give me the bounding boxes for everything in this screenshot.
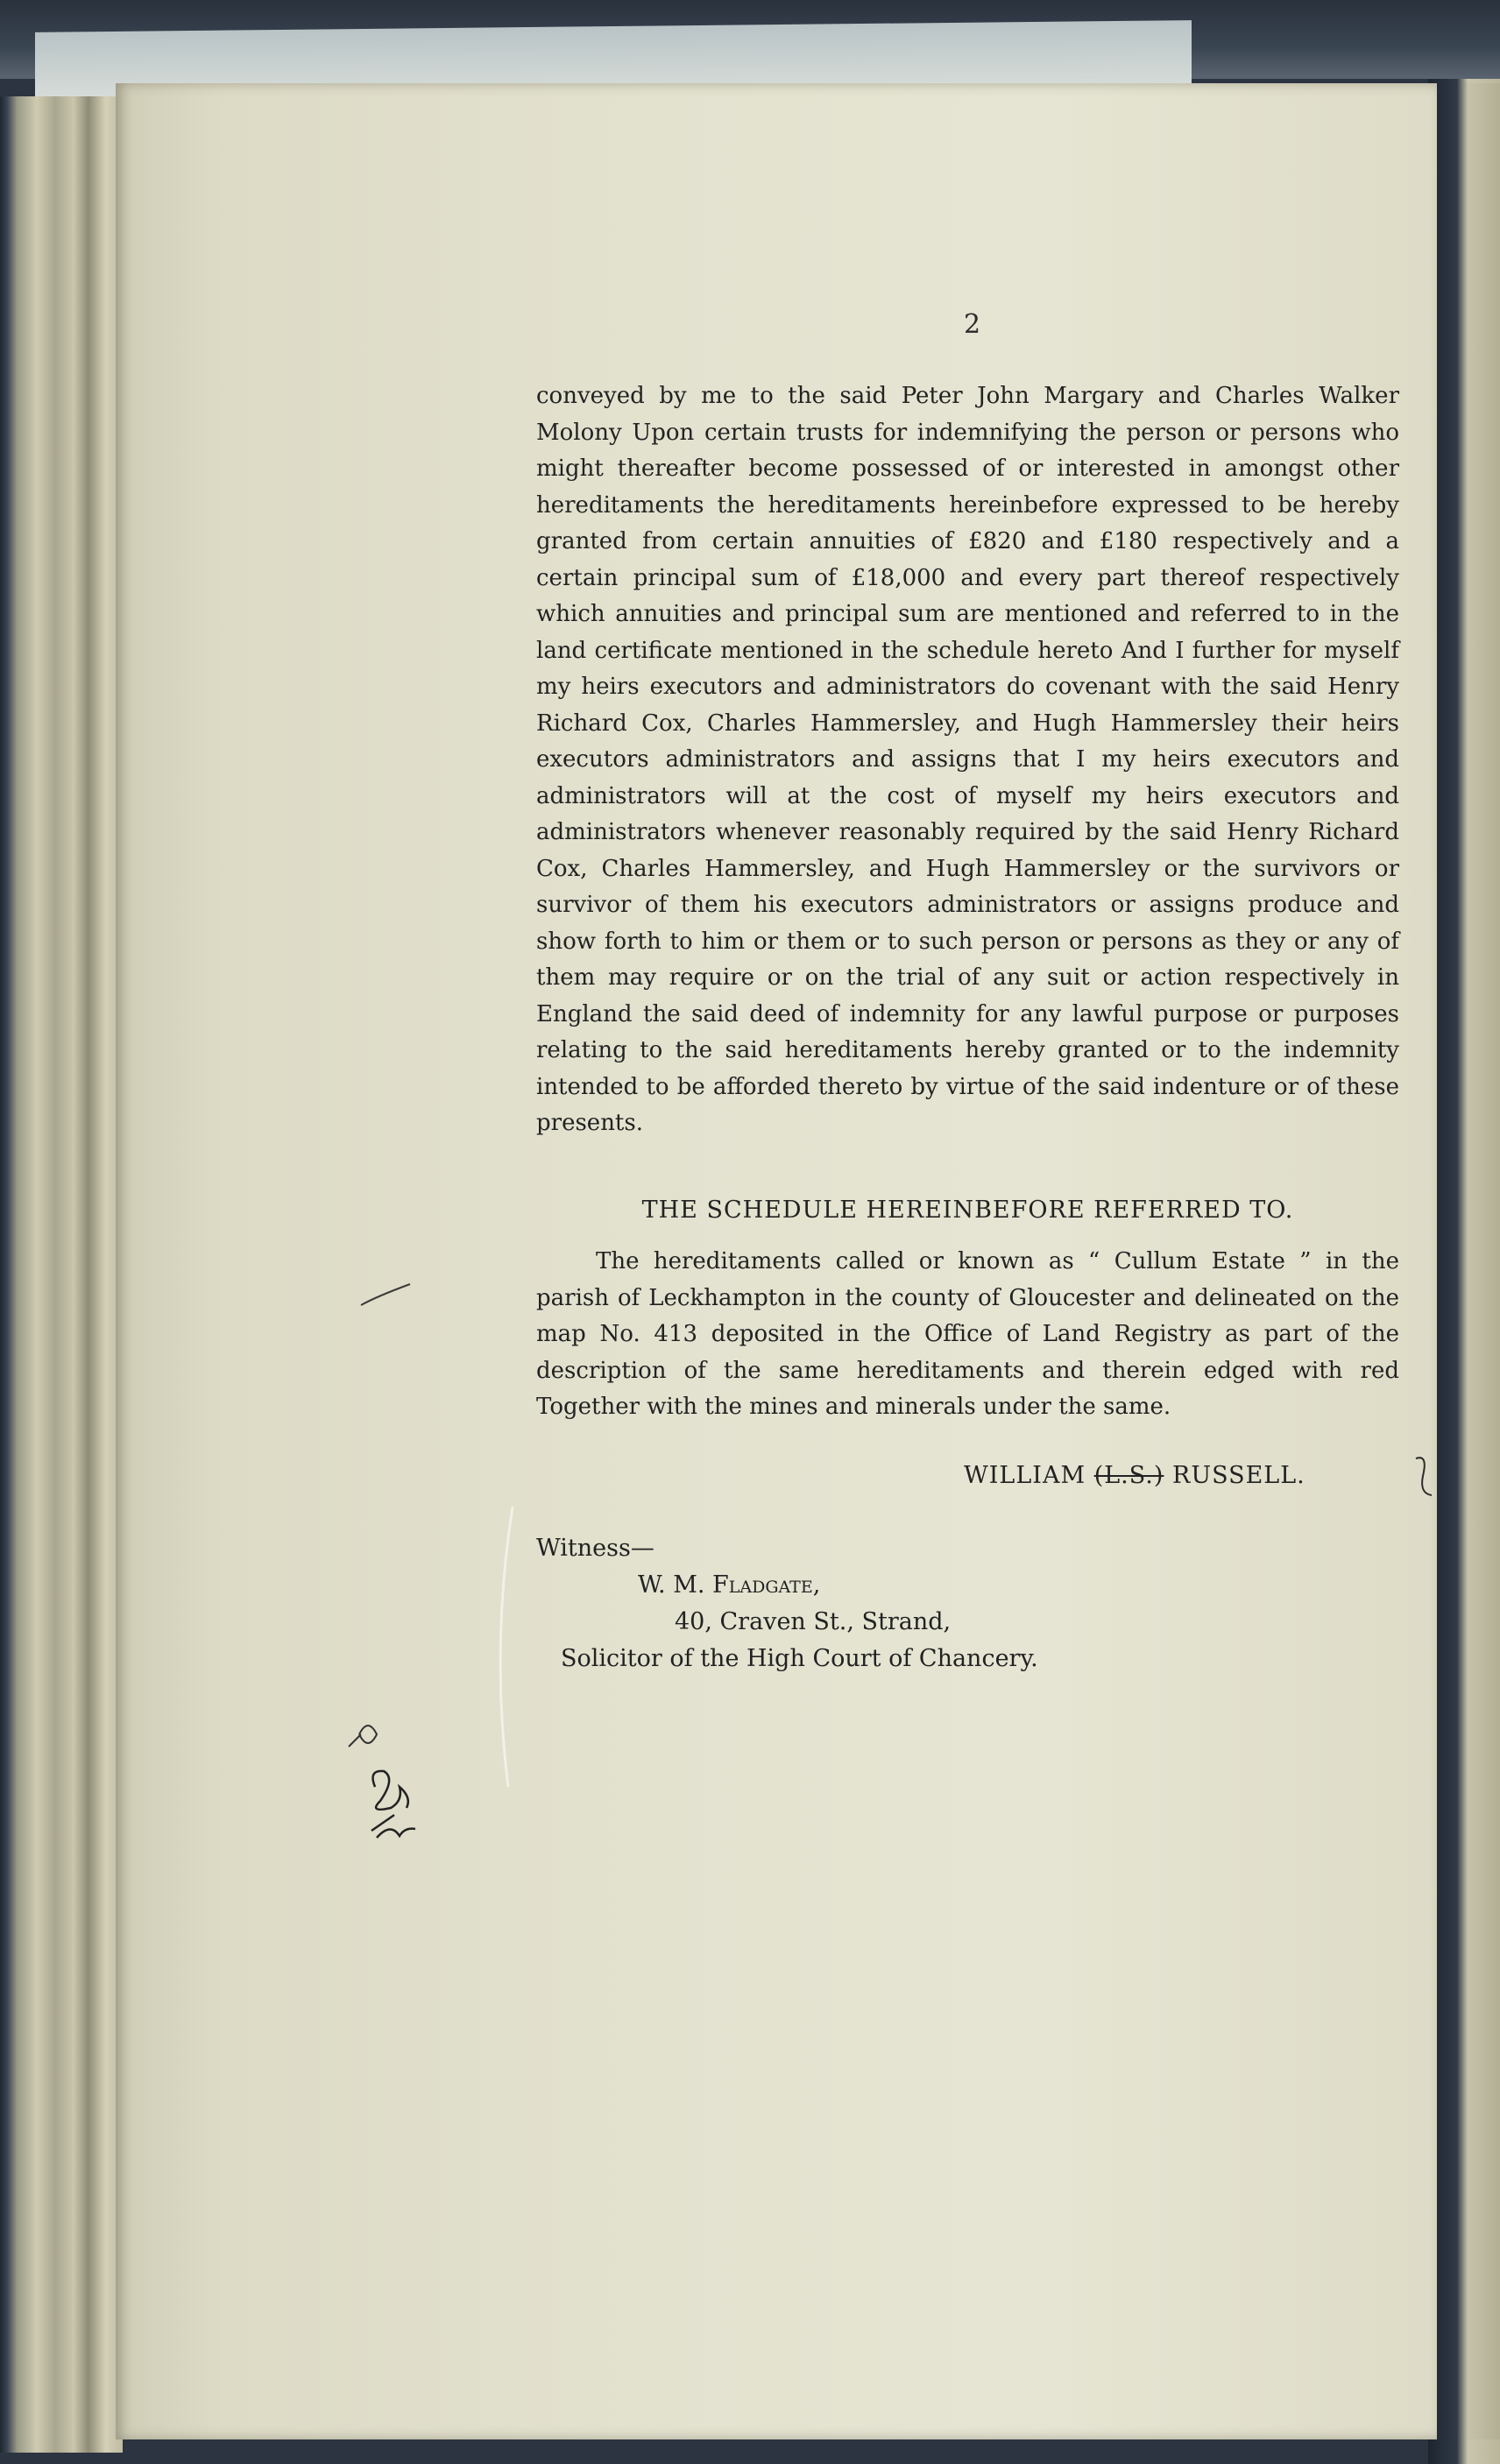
schedule-heading: THE SCHEDULE HEREINBEFORE REFERRED TO. <box>641 1197 1294 1224</box>
paper-crease <box>486 1507 521 1787</box>
witness-label: Witness— <box>536 1535 654 1562</box>
witness-name: W. M. Fladgate, <box>638 1571 821 1599</box>
page-stack-left <box>0 96 123 2453</box>
schedule-paragraph: The hereditaments called or known as “ Cullum Estate ” in the parish of Leckhampton in the county of Gloucester and delineated on the map No. 413 deposited in the Office of Land Registry as part of the description of the same hereditaments and therein edged with red Together with the mines and minerals under the same. <box>536 1248 1399 1420</box>
page-edge-stain <box>1447 83 1500 2439</box>
signature-line <box>964 1458 1419 1493</box>
witness-title: Solicitor of the High Court of Chancery. <box>561 1645 1038 1672</box>
signature-last-name: RUSSELL. <box>1171 1462 1305 1489</box>
pencil-tick-mark <box>359 1279 412 1314</box>
page-number: 2 <box>964 309 981 340</box>
pencil-annotation-marks <box>342 1717 464 1874</box>
body-paragraph: conveyed by me to the said Peter John Margary and Charles Walker Molony Upon certain trusts for indemnifying the person or persons who might thereafter become possessed of or interested in amongst other hereditaments the hereditaments hereinbefore expressed to be hereby granted from certain annuities of £820 and £180 respectively and a certain principal sum of £18,000 and every part thereof respectively which annuities and principal sum are mentioned and referred to in the land certificate mentioned in the schedule hereto And I further for myself my heirs executors and administrators do covenant with the said Henry Richard Cox, Charles Hammersley, and Hugh Hammersley their heirs executors administrators and assigns that I my heirs executors and administrators will at the cost of myself my heirs executors and administrators whenever reasonably required by the said Henry Richard Cox, Charles Hammersley, and Hugh Hammersley or the survivors or survivor of them his executors administrators or assigns produce and show forth to him or them or to such person or persons as they or any of them may require or on the trial of any suit or action respectively in England the said deed of indemnity for any lawful purpose or purposes relating to the said hereditaments hereby granted or to the indemnity intended to be afforded thereto by virtue of the said indenture or of these presents. <box>536 383 1399 1136</box>
signature-first-name: WILLIAM <box>964 1462 1086 1489</box>
seal-mark: (L.S.) <box>1093 1462 1164 1489</box>
ink-flourish <box>1411 1450 1437 1502</box>
witness-address: 40, Craven St., Strand, <box>675 1608 952 1635</box>
